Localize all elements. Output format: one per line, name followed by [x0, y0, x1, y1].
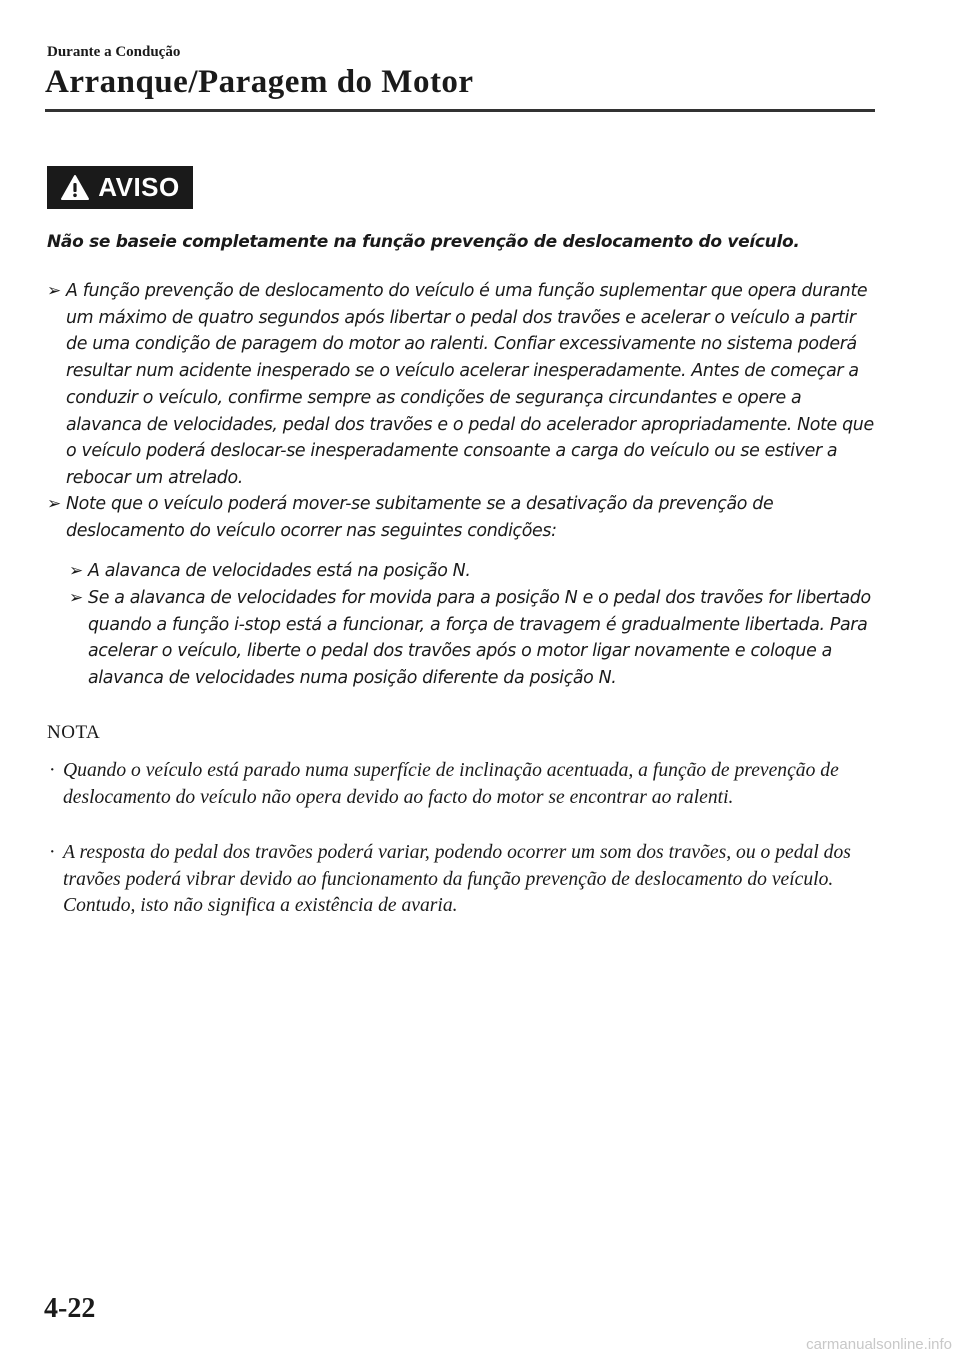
page-title: Arranque/Paragem do Motor [45, 64, 474, 100]
page-number: 4-22 [44, 1293, 96, 1324]
section-label: Durante a Condução [47, 44, 181, 60]
warning-subitem [69, 585, 881, 692]
note-heading: NOTA [47, 722, 101, 743]
note-item [49, 758, 878, 811]
dot-bullet-icon: · [49, 842, 56, 863]
note-item-text: A resposta do pedal dos travões poderá variar, podendo ocorrer um som dos travões, ou o pedal dos travões poderá vibrar devido ao funcionamento da função prevenção de deslocamento do veículo. Contudo, isto não significa a existência de avaria. [63, 842, 851, 916]
title-divider [45, 109, 875, 112]
note-item-text: Quando o veículo está parado numa superfície de inclinação acentuada, a função de prevenção de deslocamento do veículo não opera devido ao facto do motor se encontrar ao ralenti. [63, 760, 839, 808]
warning-subitem-text: Se a alavanca de velocidades for movida para a posição N e o pedal dos travões for libertado quando a função i-stop está a funcionar, a força de travagem é gradualmente libertada. Para acelerar o veículo, liberte o pedal dos travões após o motor ligar novamente e coloque a alavanca de velocidades numa posição diferente da posição N. [88, 588, 871, 689]
warning-item [47, 278, 881, 492]
arrow-bullet-icon: ➢ [47, 281, 61, 301]
warning-label: AVISO [98, 172, 180, 202]
warning-item [47, 491, 881, 544]
warning-heading: Não se baseie completamente na função prevenção de deslocamento do veículo. [47, 232, 800, 252]
note-item [49, 840, 878, 920]
arrow-bullet-icon: ➢ [69, 588, 83, 608]
warning-badge [47, 166, 193, 209]
dot-bullet-icon: · [49, 760, 56, 781]
warning-triangle-icon [60, 174, 90, 201]
arrow-bullet-icon: ➢ [69, 561, 83, 581]
warning-item-text: A função prevenção de deslocamento do veículo é uma função suplementar que opera durante um máximo de quatro segundos após libertar o pedal dos travões e acelerar o veículo a partir de uma condição de paragem do motor ao ralenti. Confiar excessivamente no sistema poderá resultar num acidente inesperado se o veículo acelerar inesperadamente. Antes de começar a conduzir o veículo, confirme sempre as condições de segurança circundantes e opere a alavanca de velocidades, pedal dos travões e o pedal do acelerador apropriadamente. Note que o veículo poderá deslocar-se inesperadamente consoante a carga do veículo ou se estiver a rebocar um atrelado. [66, 281, 874, 488]
watermark: carmanualsonline.info [806, 1336, 952, 1353]
warning-subitem-text: A alavanca de velocidades está na posição N. [88, 561, 471, 581]
warning-subitem [69, 558, 881, 585]
arrow-bullet-icon: ➢ [47, 494, 61, 514]
warning-item-text: Note que o veículo poderá mover-se subitamente se a desativação da prevenção de deslocamento do veículo ocorrer nas seguintes condições: [66, 494, 774, 541]
